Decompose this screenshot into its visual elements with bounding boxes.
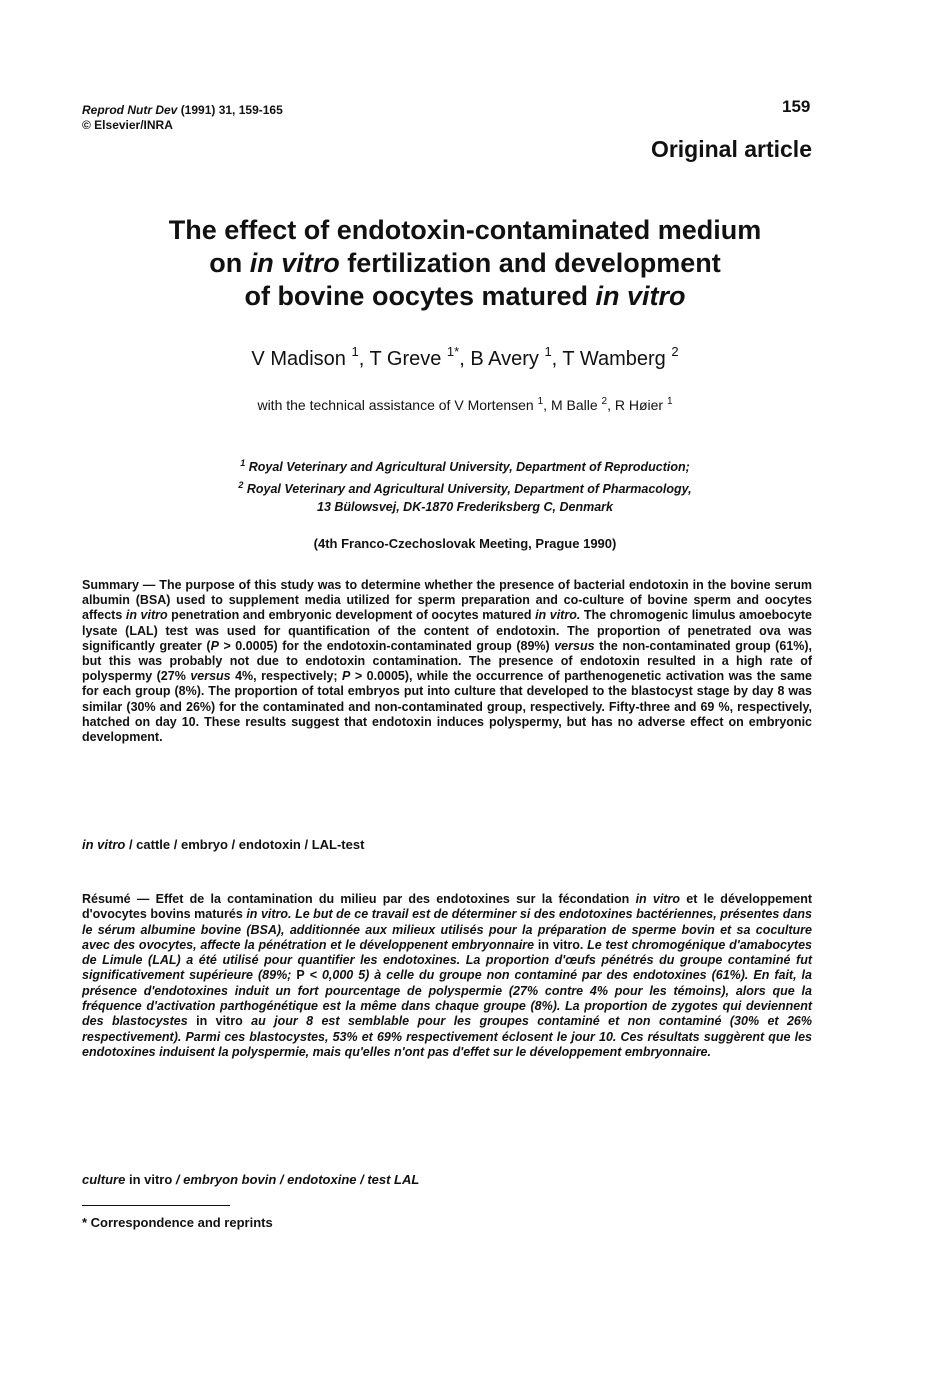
- resume-heading: Résumé — Effet de la contamination du milieu par des endotoxines sur la fécondation in vitro et le développement d'ovocytes bovins maturés in vitro.: [82, 892, 812, 922]
- title-line-3: of bovine oocytes matured in vitro: [244, 281, 686, 311]
- affiliations: [80, 454, 850, 516]
- affiliation-1: $^1$ Royal Veterinary and Agricultural University, Department of Reproduction;: [240, 458, 690, 474]
- journal-volume: (1991) 31, 159-165: [180, 103, 283, 117]
- summary-label: Summary: [82, 578, 139, 592]
- paper-title: [80, 214, 850, 313]
- authors: V Madison $^1$, T Greve $^{1*}$, B Avery $^1$, T Wamberg $^2$: [251, 344, 679, 370]
- journal-name: Reprod Nutr Dev: [82, 103, 178, 117]
- affiliation-address: 13 Bülowsvej, DK-1870 Frederiksberg C, Denmark: [317, 500, 613, 514]
- resume-paragraph: Résumé — Effet de la contamination du milieu par des endotoxines sur la fécondation in vitro et le développement d'ovocytes bovins maturés in vitro. Le but de ce travail est de déterminer si des endotoxines bactériennes, présentes dans le sérum albumine bovine (BSA), additionnée aux milieux utilisés pour la préparation de sperme bovin et sa coculture avec des ovocytes, affecte la pénétration et le développenent embryonnaire in vitro. Le test chromogénique d'amabocytes de Limule (LAL) a été utilisé pour quantifier les endotoxines. La proportion d'œufs pénétrés du groupe contaminé fut significativement supérieure (89%; P < 0,000 5) à celle du groupe non contaminé par des endotoxines (61%). En fait, la présence d'endotoxines induit un fort pourcentage de polyspermie (27% contre 4% pour les témoins), alors que la fréquence d'activation parthogénétique est la même dans chaque groupe (8%). La proportion de zygotes qui deviennent des blastocystes in vitro au jour 8 est semblable pour les groupes contaminé et non contaminé (30% et 26% respectivement). Parmi ces blastocystes, 53% et 69% respectivement éclosent le jour 10. Ces résultats suggèrent que les endotoxines induisent la polyspermie, mais qu'elles n'ont pas d'effet sur le développement embryonnaire.: [82, 892, 813, 1059]
- affiliation-2: $^2$ Royal Veterinary and Agricultural University, Department of Pharmacology,: [238, 480, 692, 496]
- article-type: Original article: [650, 136, 812, 162]
- copyright: © Elsevier/INRA: [82, 118, 173, 132]
- journal-citation: [82, 103, 283, 133]
- page-number: 159: [782, 97, 811, 116]
- footnote-divider: [82, 1205, 230, 1206]
- summary-paragraph: Summary — The purpose of this study was to determine whether the presence of bacterial endotoxin in the bovine serum albumin (BSA) used to supplement media utilized for sperm preparation and co-culture of bovine sperm and oocytes affects in vitro penetration and embryonic development of oocytes matured in vitro. The chromogenic limulus amoebocyte lysate (LAL) test was used for quantification of the content of endotoxin. The proportion of penetrated ova was significantly greater (P > 0.0005) for the endotoxin-contaminated group (89%) versus the non-contaminated group (61%), but this was probably not due to endotoxin contamination. The presence of endotoxin resulted in a high rate of polyspermy (27% versus 4%, respectively; P > 0.0005), while the occurrence of parthenogenetic activation was the same for each group (8%). The proportion of total embryos put into culture that developed to the blastocyst stage by day 8 was similar (30% and 26%) for the contaminated and non-contaminated group, respectively. Fifty-three and 69 %, respectively, hatched on day 10. These results suggest that endotoxin induces polyspermy, but has no adverse effect on embryonic development.: [82, 578, 812, 745]
- meeting-note: (4th Franco-Czechoslovak Meeting, Prague 1990): [313, 536, 617, 551]
- keywords: in vitro / cattle / embryo / endotoxin / LAL-test: [82, 837, 365, 852]
- footnote: * Correspondence and reprints: [82, 1215, 273, 1230]
- title-line-1: The effect of endotoxin-contaminated medium: [168, 215, 762, 245]
- technical-assistance: with the technical assistance of V Mortensen $^1$, M Balle $^2$, R Høier $^1$: [257, 396, 673, 413]
- title-line-2: on in vitro fertilization and development: [209, 248, 721, 278]
- keywords-french: culture in vitro / embryon bovin / endotoxine / test LAL: [82, 1172, 420, 1187]
